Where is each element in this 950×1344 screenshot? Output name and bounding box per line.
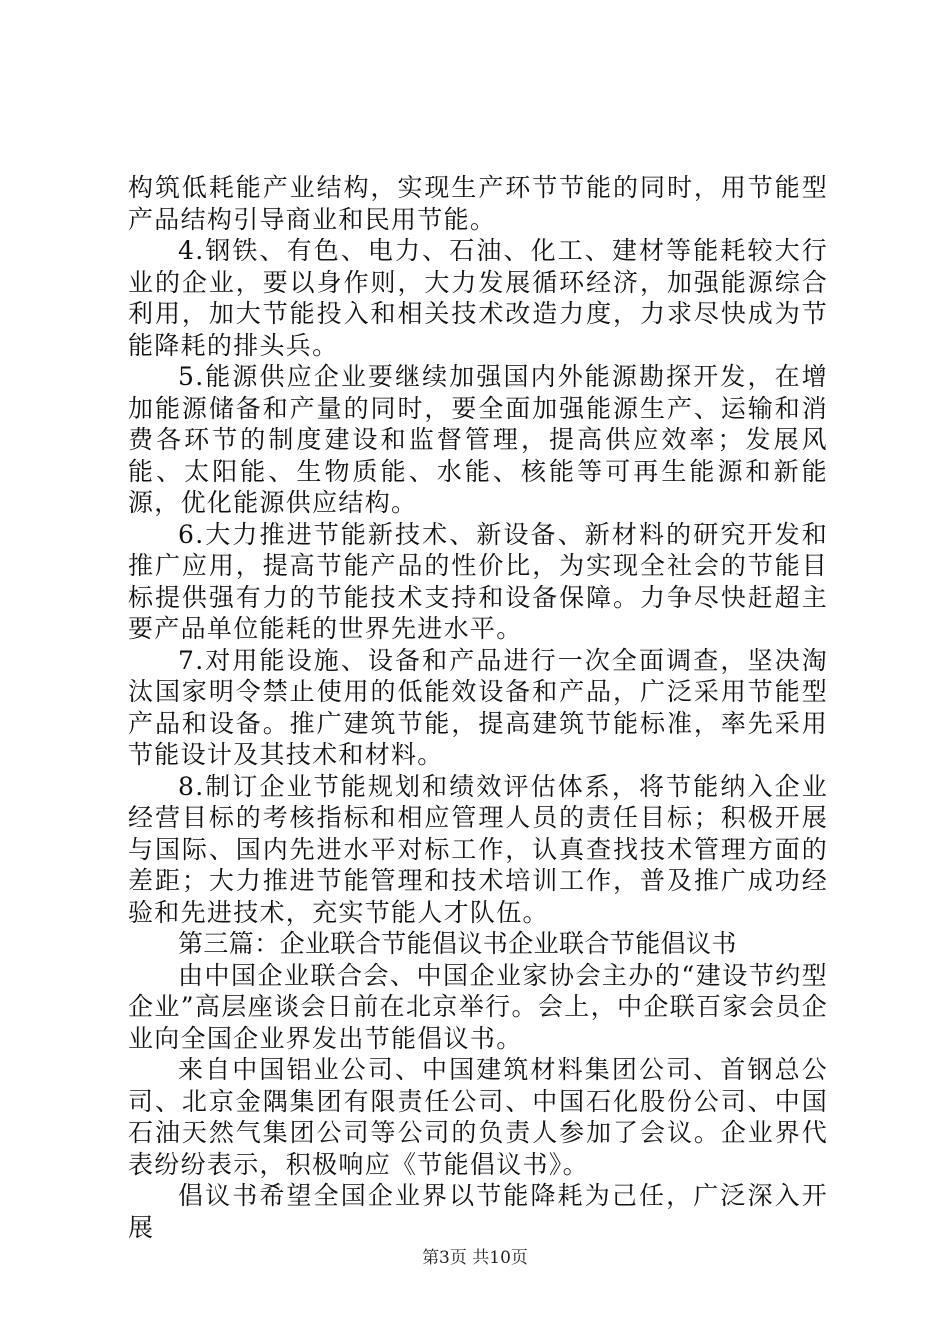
paragraph-intro: 由中国企业联合会、中国企业家协会主办的“建设节约型企业”高层座谈会日前在北京举行。会上，中企联百家会员企业向全国企业界发出节能倡议书。 <box>128 960 828 1053</box>
paragraph-item-5: 5.能源供应企业要继续加强国内外能源勘探开发，在增加能源储备和产量的同时，要全面加强能源生产、运输和消费各环节的制度建设和监督管理，提高供应效率；发展风能、太阳能、生物质能、水能、核能等可再生能源和新能源，优化能源供应结构。 <box>128 362 828 517</box>
paragraph-item-4: 4.钢铁、有色、电力、石油、化工、建材等能耗较大行业的企业，要以身作则，大力发展循环经济，加强能源综合利用，加大节能投入和相关技术改造力度，力求尽快成为节能降耗的排头兵。 <box>128 236 828 360</box>
paragraph-item-6: 6.大力推进节能新技术、新设备、新材料的研究开发和推广应用，提高节能产品的性价比，为实现全社会的节能目标提供强有力的节能技术支持和设备保障。力争尽快赶超主要产品单位能耗的世界先进水平。 <box>128 519 828 643</box>
paragraph-attendees: 来自中国铝业公司、中国建筑材料集团公司、首钢总公司、北京金隅集团有限责任公司、中国石化股份公司、中国石油天然气集团公司等公司的负责人参加了会议。企业界代表纷纷表示，积极响应《节能倡议书》。 <box>128 1055 828 1179</box>
paragraph-item-7: 7.对用能设施、设备和产品进行一次全面调查，坚决淘汰国家明令禁止使用的低能效设备和产品，广泛采用节能型产品和设备。推广建筑节能，提高建筑节能标准，率先采用节能设计及其技术和材料。 <box>128 645 828 769</box>
paragraph-continued: 构筑低耗能产业结构，实现生产环节节能的同时，用节能型产品结构引导商业和民用节能。 <box>128 173 828 234</box>
document-body <box>128 172 828 1243</box>
page-number-footer: 第3页 共10页 <box>422 1248 528 1268</box>
section-heading: 第三篇：企业联合节能倡议书企业联合节能倡议书 <box>178 929 737 958</box>
paragraph-item-8: 8.制订企业节能规划和绩效评估体系，将节能纳入企业经营目标的考核指标和相应管理人员的责任目标；积极开展与国际、国内先进水平对标工作，认真查找技术管理方面的差距；大力推进节能管理和技术培训工作，普及推广成功经验和先进技术，充实节能人才队伍。 <box>128 771 828 927</box>
paragraph-proposal: 倡议书希望全国企业界以节能降耗为己任，广泛深入开展 <box>128 1181 828 1242</box>
